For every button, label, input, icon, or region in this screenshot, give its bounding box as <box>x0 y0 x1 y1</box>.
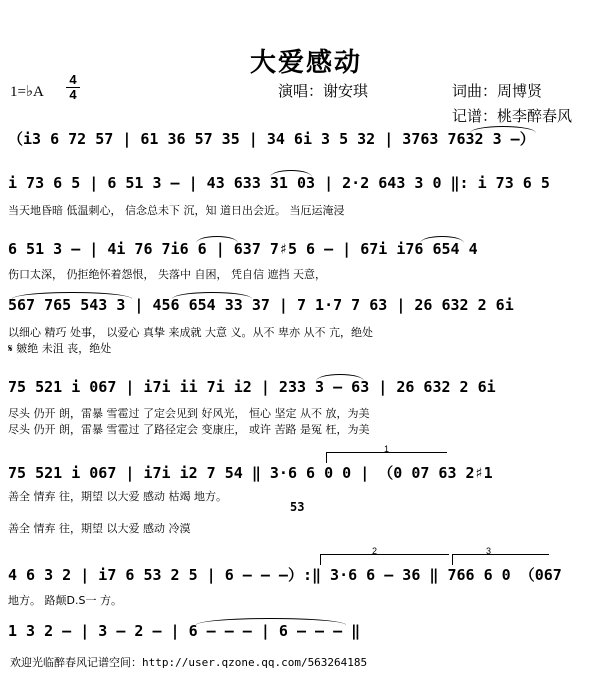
score-line-7: 4 6 3 2 | i7 6 53 2 5 | 6 – – –）:‖ 3·6 6 – 36 ‖ 766 6 0 （067 <box>8 566 562 584</box>
lyrics-line-6a: 善全 情弃 往，期望 以大爱 感动 枯竭 地方。 <box>8 490 227 503</box>
lyrics-line-5b: 尽头 仍开 朗，雷暴 雪雹过 了路径定会 变康庄， 或许 苦路 是冤 枉，为美 <box>8 423 370 436</box>
score-line-1: （i3 6 72 57 | 61 36 57 35 | 34 6i 3 5 32 | 3763 7632 3 –） <box>8 130 535 148</box>
meter-bottom: 4 <box>69 87 77 102</box>
score-line-4: 567 765 543 3 | 456 654 33 37 | 7 1·7 7 63 | 26 632 2 6i <box>8 296 514 314</box>
volta-3: 3 <box>486 546 492 556</box>
alt-notes: 53 <box>290 500 305 514</box>
lyrics-line-6b: 善全 情弃 往，期望 以大爱 感动 冷漠 <box>8 522 191 535</box>
meter-top: 4 <box>69 72 77 87</box>
lyrics-line-3: 伤口太深， 仍拒绝怀着怨恨， 失落中 自困， 凭自信 遮挡 天意， <box>8 268 326 281</box>
lyrics-line-2: 当天地昏暗 低温刺心， 信念总未下 沉，知 道日出会近。 当厄运淹浸 <box>8 204 345 217</box>
key-signature: 1=♭A <box>10 84 44 100</box>
lyrics-line-4a: 以细心 精巧 处事， 以爱心 真挚 来成就 大意 义。从不 卑亦 从不 亢，绝处 <box>8 326 373 339</box>
transcriber-credit: 记谱：桃李醉春风 <box>452 107 573 125</box>
lyrics-line-4b: 𝄋 皴绝 未沮 丧，绝处 <box>8 342 112 355</box>
song-title: 大爱感动 <box>249 48 362 78</box>
singer-credit: 演唱：谢安琪 <box>278 82 369 100</box>
composer-credit: 词曲：周博贤 <box>452 82 543 100</box>
score-line-5: 75 521 i 067 | i7i ii 7i i2 | 233 3 – 63 | 26 632 2 6i <box>8 378 496 396</box>
volta-1: 1 <box>384 444 390 454</box>
footer-note: 欢迎光临醉春风记谱空间：http://user.qzone.qq.com/563264185 <box>10 656 368 669</box>
score-line-3: 6 51 3 – | 4i 76 7i6 6 | 637 7♯5 6 – | 67i i76 654 4 <box>8 240 478 258</box>
volta-2: 2 <box>372 546 378 556</box>
time-signature <box>66 74 80 101</box>
score-line-6: 75 521 i 067 | i7i i2 7 54 ‖ 3·6 6 0 0 | （0 07 63 2♯1 <box>8 464 493 482</box>
score-line-2: i 73 6 5 | 6 51 3 – | 43 633 31 03 | 2·2 643 3 0 ‖: i 73 6 5 <box>8 174 550 192</box>
lyrics-line-5a: 尽头 仍开 朗，雷暴 雪雹过 了定会见到 好风光， 恒心 坚定 从不 放，为美 <box>8 407 370 420</box>
score-line-8: 1 3 2 – | 3 – 2 – | 6 – – – | 6 – – – ‖ <box>8 622 361 640</box>
lyrics-line-7: 地方。 路颠D.S一 方。 <box>8 594 122 607</box>
